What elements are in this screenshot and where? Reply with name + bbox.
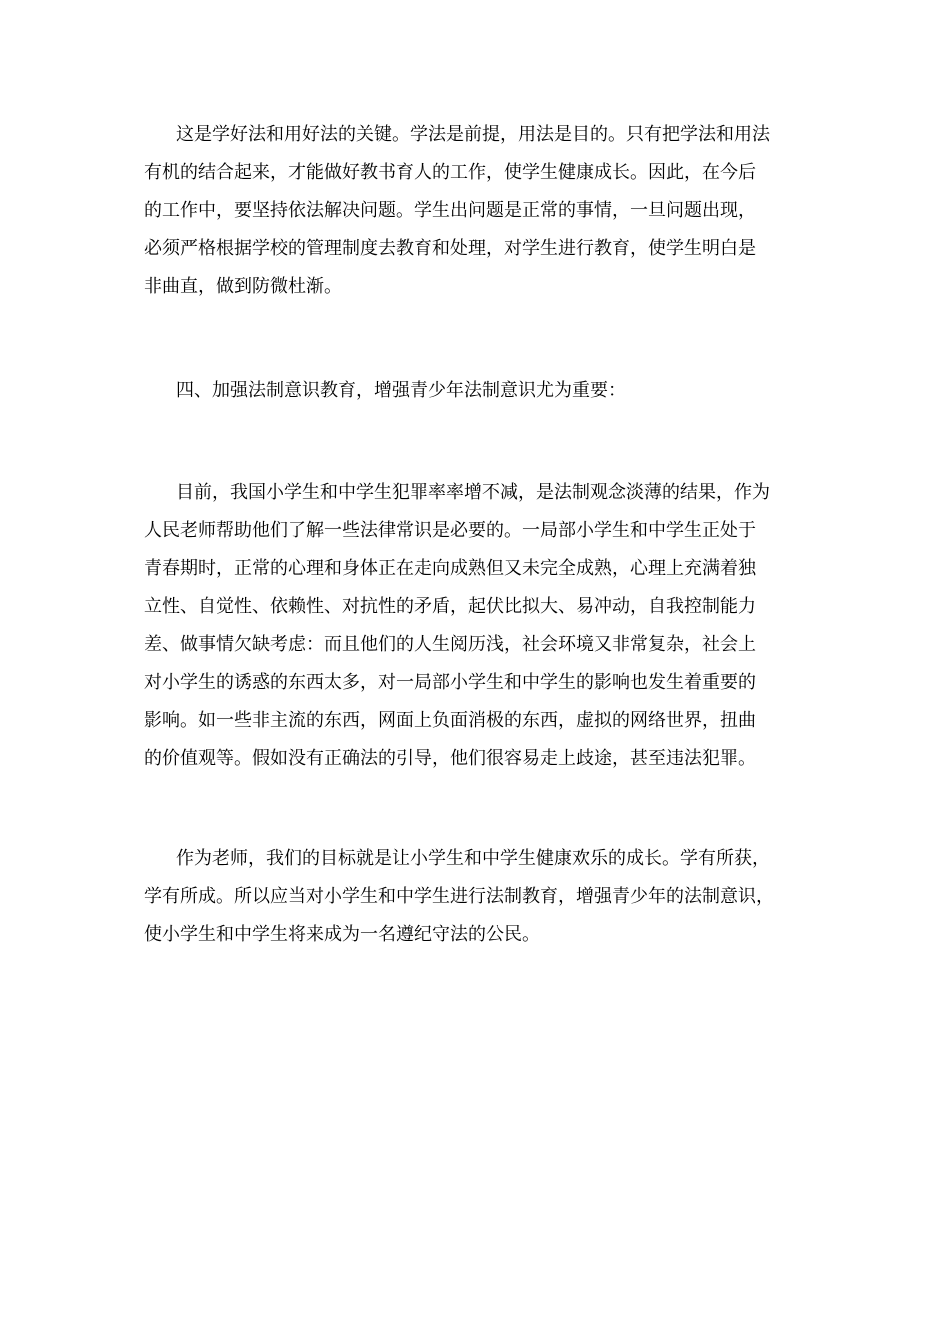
text-line: 非曲直，做到防微杜渐。 bbox=[144, 276, 342, 297]
text-line: 作为老师，我们的目标就是让小学生和中学生健康欢乐的成长。学有所获， bbox=[176, 848, 770, 869]
text-line: 这是学好法和用好法的关键。学法是前提，用法是目的。只有把学法和用法 bbox=[176, 124, 770, 145]
text-line: 人民老师帮助他们了解一些法律常识是必要的。一局部小学生和中学生正处于 bbox=[144, 520, 756, 541]
text-line: 影响。如一些非主流的东西，网面上负面消极的东西，虚拟的网络世界，扭曲 bbox=[144, 710, 756, 731]
text-line: 学有所成。所以应当对小学生和中学生进行法制教育，增强青少年的法制意识， bbox=[144, 886, 774, 907]
text-line: 立性、自觉性、依赖性、对抗性的矛盾，起伏比拟大、易冲动，自我控制能力 bbox=[144, 596, 756, 617]
text-line: 差、做事情欠缺考虑：而且他们的人生阅历浅，社会环境又非常复杂，社会上 bbox=[144, 634, 756, 655]
paragraph-current-situation bbox=[144, 474, 770, 778]
section-heading-four bbox=[144, 372, 626, 410]
paragraph-teacher-goal bbox=[144, 840, 774, 954]
text-line: 的工作中，要坚持依法解决问题。学生出问题是正常的事情，一旦问题出现， bbox=[144, 200, 756, 221]
text-line: 目前，我国小学生和中学生犯罪率率增不减，是法制观念淡薄的结果，作为 bbox=[176, 482, 770, 503]
paragraph-rule-of-law-key bbox=[144, 116, 770, 306]
text-line: 的价值观等。假如没有正确法的引导，他们很容易走上歧途，甚至违法犯罪。 bbox=[144, 748, 756, 769]
text-line: 青春期时，正常的心理和身体正在走向成熟但又未完全成熟，心理上充满着独 bbox=[144, 558, 756, 579]
text-line: 对小学生的诱惑的东西太多，对一局部小学生和中学生的影响也发生着重要的 bbox=[144, 672, 756, 693]
text-line: 使小学生和中学生将来成为一名遵纪守法的公民。 bbox=[144, 924, 540, 945]
text-line: 必须严格根据学校的管理制度去教育和处理，对学生进行教育，使学生明白是 bbox=[144, 238, 756, 259]
heading-line: 四、加强法制意识教育，增强青少年法制意识尤为重要： bbox=[176, 380, 626, 401]
text-line: 有机的结合起来，才能做好教书育人的工作，使学生健康成长。因此，在今后 bbox=[144, 162, 756, 183]
